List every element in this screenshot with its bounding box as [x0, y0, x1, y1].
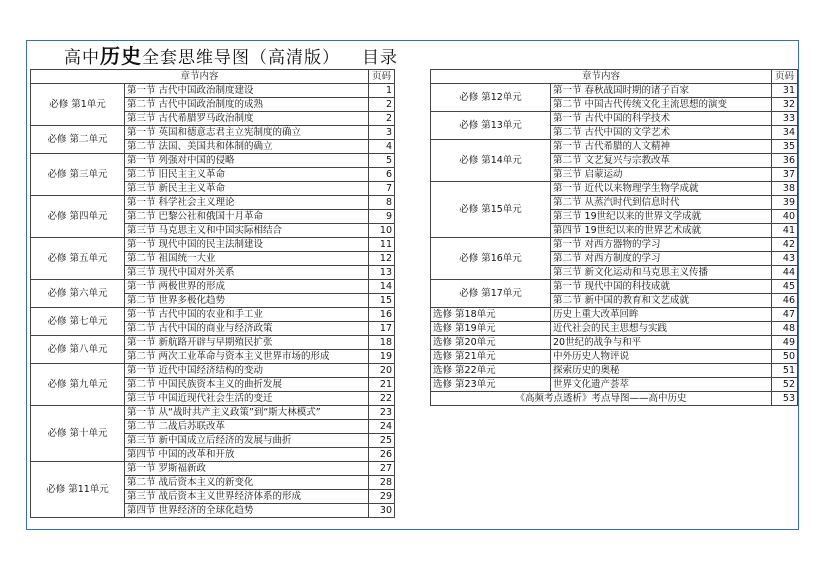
unit-label: 必修 第11单元 [31, 462, 125, 518]
page-header: 页码 [369, 70, 395, 84]
table-row [31, 280, 395, 294]
page-number: 2 [369, 112, 395, 126]
section-title: 第一节 春秋战国时期的诸子百家 [551, 84, 772, 98]
page-number: 37 [772, 168, 798, 182]
section-title: 第二节 法国、美国共和体制的确立 [125, 140, 369, 154]
table-row [431, 336, 798, 350]
page-number: 28 [369, 476, 395, 490]
section-title: 第二节 对西方制度的学习 [551, 252, 772, 266]
page-number: 21 [369, 378, 395, 392]
section-title: 第一节 古代希腊的人文精神 [551, 140, 772, 154]
page-number: 11 [369, 238, 395, 252]
page-number: 14 [369, 280, 395, 294]
page-number: 19 [369, 350, 395, 364]
section-title: 第二节 文艺复兴与宗教改革 [551, 154, 772, 168]
table-row [431, 308, 798, 322]
section-title: 第二节 中国古代传统文化主流思想的演变 [551, 98, 772, 112]
section-title: 第二节 旧民主主义革命 [125, 168, 369, 182]
page-number: 20 [369, 364, 395, 378]
section-title: 第二节 世界多极化趋势 [125, 294, 369, 308]
section-title: 第一节 对西方器物的学习 [551, 238, 772, 252]
unit-label: 必修 第五单元 [31, 238, 125, 280]
section-title: 第四节 19世纪以来的世界艺术成就 [551, 224, 772, 238]
page-number: 43 [772, 252, 798, 266]
page-number: 2 [369, 98, 395, 112]
unit-label: 必修 第十单元 [31, 406, 125, 462]
table-row [431, 392, 798, 406]
table-row [431, 378, 798, 392]
page-number: 36 [772, 154, 798, 168]
toc-table-right [430, 69, 798, 406]
page-number: 13 [369, 266, 395, 280]
page-number: 10 [369, 224, 395, 238]
page-number: 50 [772, 350, 798, 364]
page-number: 23 [369, 406, 395, 420]
page-number: 46 [772, 294, 798, 308]
page-number: 27 [369, 462, 395, 476]
section-title: 第二节 中国民族资本主义的曲折发展 [125, 378, 369, 392]
chapter-header: 章节内容 [31, 70, 369, 84]
table-row [31, 84, 395, 98]
page-number: 47 [772, 308, 798, 322]
section-title: 第一节 英国和德意志君主立宪制度的确立 [125, 126, 369, 140]
table-row [31, 336, 395, 350]
page-number: 24 [369, 420, 395, 434]
section-title: 第二节 两次工业革命与资本主义世界市场的形成 [125, 350, 369, 364]
table-row [31, 462, 395, 476]
page-number: 40 [772, 210, 798, 224]
table-row [431, 364, 798, 378]
page-number: 32 [772, 98, 798, 112]
page-number: 6 [369, 168, 395, 182]
section-title: 第二节 战后资本主义的新变化 [125, 476, 369, 490]
section-title: 第三节 现代中国对外关系 [125, 266, 369, 280]
page-number: 42 [772, 238, 798, 252]
page-number: 4 [369, 140, 395, 154]
table-row [431, 140, 798, 154]
page-number: 26 [369, 448, 395, 462]
table-row [431, 182, 798, 196]
section-title: 第一节 近代以来物理学生物学成就 [551, 182, 772, 196]
section-title: 第一节 古代中国政治制度建设 [125, 84, 369, 98]
table-row [431, 350, 798, 364]
page-number: 7 [369, 182, 395, 196]
section-title: 第二节 古代中国的文学艺术 [551, 126, 772, 140]
section-title: 第三节 古代希腊罗马政治制度 [125, 112, 369, 126]
unit-label: 必修 第13单元 [431, 112, 551, 140]
section-title: 第三节 新中国成立后经济的发展与曲折 [125, 434, 369, 448]
unit-label: 选修 第22单元 [431, 364, 551, 378]
section-title: 第三节 启蒙运动 [551, 168, 772, 182]
section-title: 第一节 两极世界的形成 [125, 280, 369, 294]
section-title: 第二节 从蒸汽时代到信息时代 [551, 196, 772, 210]
page-number: 51 [772, 364, 798, 378]
table-header-row [431, 70, 798, 84]
page-number: 38 [772, 182, 798, 196]
section-title: 第三节 战后资本主义世界经济体系的形成 [125, 490, 369, 504]
chapter-header: 章节内容 [431, 70, 772, 84]
page-number: 3 [369, 126, 395, 140]
page-number: 25 [369, 434, 395, 448]
section-title: 第一节 现代中国的民主法制建设 [125, 238, 369, 252]
table-row [431, 280, 798, 294]
table-row [431, 238, 798, 252]
page-number: 31 [772, 84, 798, 98]
section-title: 近代社会的民主思想与实践 [551, 322, 772, 336]
table-header-row [31, 70, 395, 84]
section-title: 第三节 马克思主义和中国实际相结合 [125, 224, 369, 238]
page-number: 49 [772, 336, 798, 350]
section-title: 第一节 古代中国的农业和手工业 [125, 308, 369, 322]
unit-label: 必修 第六单元 [31, 280, 125, 308]
unit-label: 选修 第18单元 [431, 308, 551, 322]
section-title: 第二节 二战后苏联改革 [125, 420, 369, 434]
section-title: 第一节 新航路开辟与早期殖民扩张 [125, 336, 369, 350]
footer-title: 《高频考点透析》考点导图——高中历史 [431, 392, 772, 406]
page-number: 45 [772, 280, 798, 294]
table-row [431, 112, 798, 126]
section-title: 探索历史的奥秘 [551, 364, 772, 378]
page-number: 33 [772, 112, 798, 126]
unit-label: 必修 第三单元 [31, 154, 125, 196]
section-title: 第四节 中国的改革和开放 [125, 448, 369, 462]
table-row [31, 364, 395, 378]
section-title: 20世纪的战争与和平 [551, 336, 772, 350]
toc-table-left [30, 69, 395, 518]
table-row [31, 126, 395, 140]
page-title [64, 46, 398, 68]
section-title: 第一节 从“战时共产主义政策”到“斯大林模式” [125, 406, 369, 420]
section-title: 第三节 中国近现代社会生活的变迁 [125, 392, 369, 406]
section-title: 第一节 近代中国经济结构的变动 [125, 364, 369, 378]
page-number: 8 [369, 196, 395, 210]
page-number: 17 [369, 322, 395, 336]
page-number: 30 [369, 504, 395, 518]
section-title: 第二节 巴黎公社和俄国十月革命 [125, 210, 369, 224]
section-title: 第三节 19世纪以来的世界文学成就 [551, 210, 772, 224]
title-contents: 目录 [362, 48, 398, 68]
page-number: 29 [369, 490, 395, 504]
page-number: 12 [369, 252, 395, 266]
page-number: 15 [369, 294, 395, 308]
page-number: 9 [369, 210, 395, 224]
page-number: 18 [369, 336, 395, 350]
title-main: 全套思维导图（高清版） [142, 48, 340, 68]
table-row [431, 84, 798, 98]
unit-label: 必修 第1单元 [31, 84, 125, 126]
unit-label: 选修 第21单元 [431, 350, 551, 364]
section-title: 第二节 古代中国的商业与经济政策 [125, 322, 369, 336]
unit-label: 选修 第20单元 [431, 336, 551, 350]
page-number: 34 [772, 126, 798, 140]
unit-label: 选修 第19单元 [431, 322, 551, 336]
title-prefix: 高中 [64, 48, 100, 68]
section-title: 第一节 科学社会主义理论 [125, 196, 369, 210]
table-row [31, 154, 395, 168]
section-title: 世界文化遗产荟萃 [551, 378, 772, 392]
section-title: 第二节 新中国的教育和文艺成就 [551, 294, 772, 308]
unit-label: 必修 第二单元 [31, 126, 125, 154]
section-title: 第三节 新民主主义革命 [125, 182, 369, 196]
section-title: 历史上重大改革回眸 [551, 308, 772, 322]
table-row [431, 322, 798, 336]
page-number: 39 [772, 196, 798, 210]
section-title: 第一节 古代中国的科学技术 [551, 112, 772, 126]
unit-label: 必修 第七单元 [31, 308, 125, 336]
title-subject: 历史 [100, 44, 142, 68]
table-row [31, 406, 395, 420]
unit-label: 必修 第16单元 [431, 238, 551, 280]
table-row [31, 196, 395, 210]
unit-label: 选修 第23单元 [431, 378, 551, 392]
unit-label: 必修 第17单元 [431, 280, 551, 308]
page-number: 22 [369, 392, 395, 406]
section-title: 第一节 列强对中国的侵略 [125, 154, 369, 168]
unit-label: 必修 第九单元 [31, 364, 125, 406]
page-number: 53 [772, 392, 798, 406]
table-row [31, 308, 395, 322]
section-title: 第二节 古代中国政治制度的成熟 [125, 98, 369, 112]
page-number: 48 [772, 322, 798, 336]
section-title: 第一节 现代中国的科技成就 [551, 280, 772, 294]
unit-label: 必修 第12单元 [431, 84, 551, 112]
unit-label: 必修 第八单元 [31, 336, 125, 364]
unit-label: 必修 第15单元 [431, 182, 551, 238]
page-number: 41 [772, 224, 798, 238]
page-number: 44 [772, 266, 798, 280]
section-title: 第四节 世界经济的全球化趋势 [125, 504, 369, 518]
page-number: 35 [772, 140, 798, 154]
unit-label: 必修 第14单元 [431, 140, 551, 182]
section-title: 第三节 新文化运动和马克思主义传播 [551, 266, 772, 280]
section-title: 中外历史人物评说 [551, 350, 772, 364]
section-title: 第二节 祖国统一大业 [125, 252, 369, 266]
page-header: 页码 [772, 70, 798, 84]
unit-label: 必修 第四单元 [31, 196, 125, 238]
page-number: 1 [369, 84, 395, 98]
page-number: 16 [369, 308, 395, 322]
section-title: 第一节 罗斯福新政 [125, 462, 369, 476]
table-row [31, 238, 395, 252]
page-number: 5 [369, 154, 395, 168]
page-number: 52 [772, 378, 798, 392]
